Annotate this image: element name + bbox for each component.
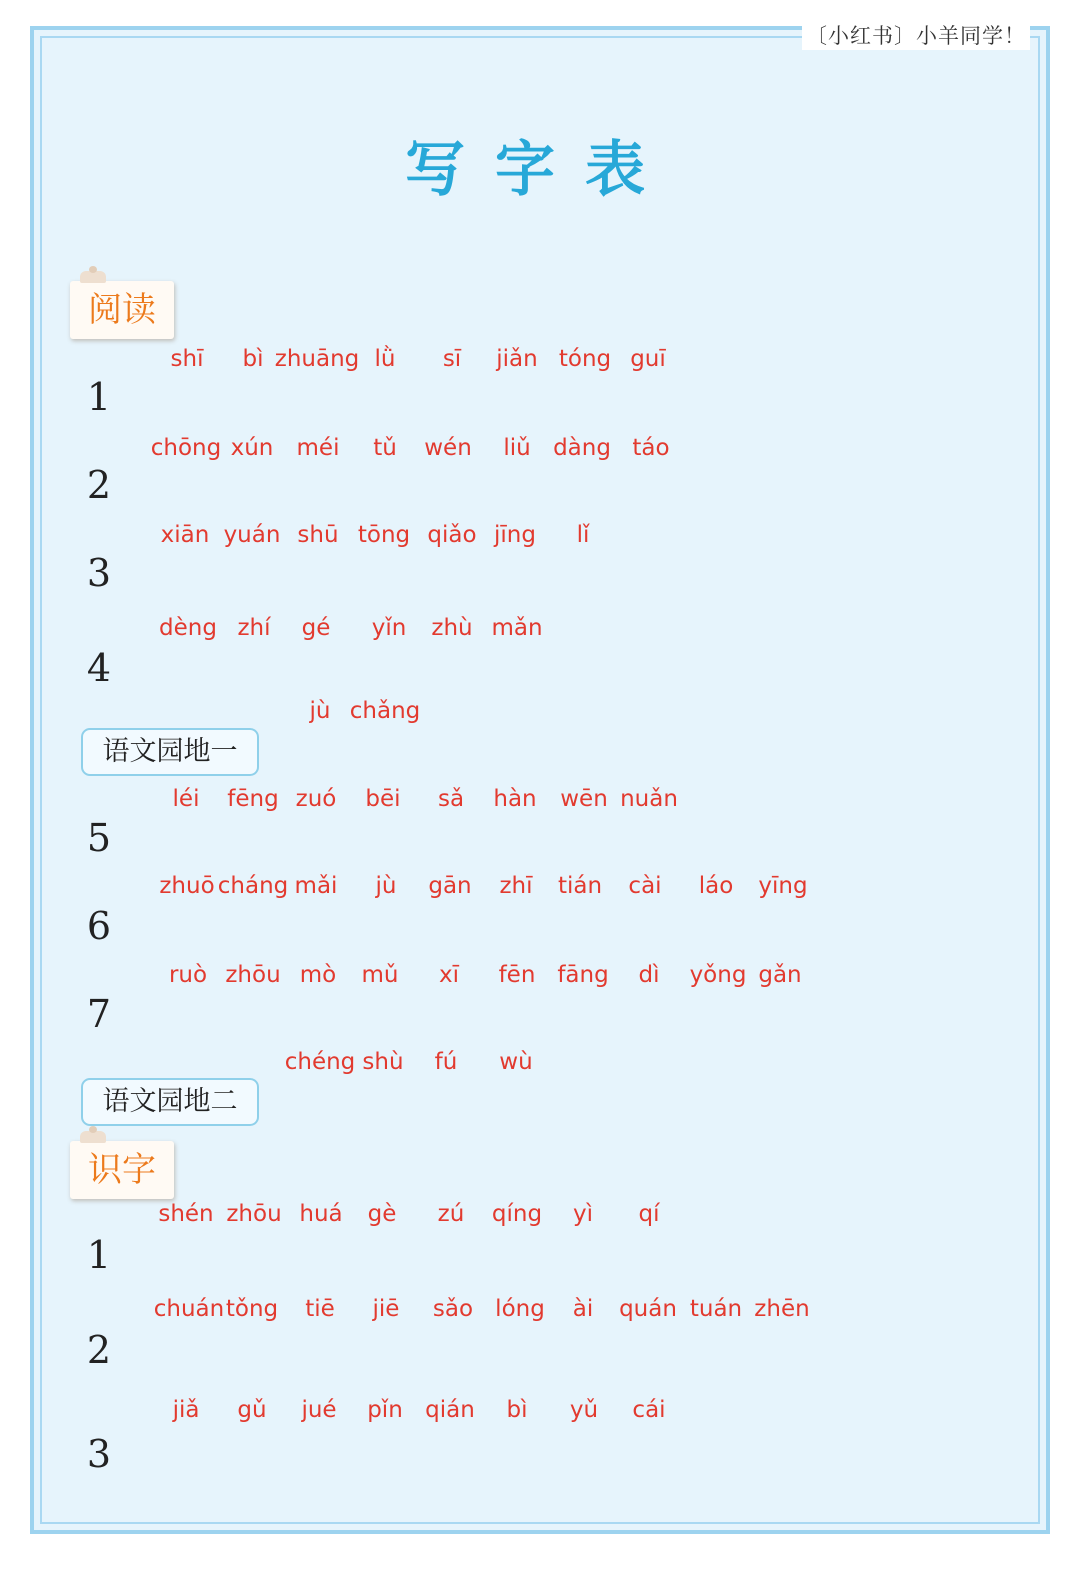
pinyin: jù [375,873,397,899]
pinyin: cháng [217,873,289,899]
lesson-number: 1 [86,375,112,419]
lesson-number: 2 [86,1328,112,1372]
pinyin: jiē [372,1296,400,1322]
watermark: 〔小红书〕小羊同学！ [802,20,1030,50]
pinyin: zhōu [226,1201,282,1227]
pinyin: pǐn [367,1397,403,1423]
pinyin: zhuō [159,873,215,899]
pinyin: chuán [153,1296,225,1322]
pinyin: gān [428,873,472,899]
pinyin: tōng [357,522,411,548]
page-title: 写字表 [405,135,675,205]
pinyin: cái [632,1397,666,1423]
lesson-number: 4 [86,646,112,690]
lesson-number: 7 [86,992,112,1036]
pinyin: wén [424,435,472,461]
pinyin: xī [438,962,460,988]
tag-reading-label: 阅读 [88,290,156,330]
pinyin: shén [158,1201,214,1227]
pinyin: nuǎn [620,786,678,812]
pinyin: qí [638,1201,660,1227]
pinyin: láo [698,873,734,899]
tag-literacy-label: 识字 [88,1150,156,1190]
pinyin: wēn [560,786,608,812]
pinyin: dì [638,962,660,988]
section-garden-two: 语文园地二 [81,1078,259,1126]
pinyin: jīng [494,522,536,548]
pinyin: dèng [159,615,217,641]
pinyin: mǎn [491,615,543,641]
pinyin: qíng [491,1201,543,1227]
tag-reading [70,281,174,339]
pinyin: léi [172,786,200,812]
lesson-number: 5 [86,816,112,860]
pinyin: ài [572,1296,594,1322]
pinyin: fāng [557,962,609,988]
pinyin: gǎn [758,962,802,988]
pinyin: zhēn [754,1296,810,1322]
pinyin: qián [425,1397,475,1423]
pinyin: tiē [305,1296,335,1322]
pinyin: huá [299,1201,343,1227]
lesson-number: 2 [86,463,112,507]
pinyin: tóng [558,346,612,372]
pinyin: lǐ [576,522,590,548]
section-garden-one: 语文园地一 [81,728,259,776]
pinyin: sǎ [437,786,465,812]
pinyin: zhù [431,615,473,641]
pinyin: lǜ [374,346,396,372]
pinyin: sǎo [432,1296,474,1322]
pinyin: zhí [237,615,271,641]
pinyin: hàn [493,786,537,812]
pinyin: jué [301,1397,337,1423]
pinyin: yǔ [569,1397,599,1423]
pinyin: tǒng [225,1296,279,1322]
pinyin: yuán [223,522,281,548]
pinyin: bēi [365,786,401,812]
lesson-number: 1 [86,1233,112,1277]
pinyin: zuó [295,786,337,812]
pinyin: xún [230,435,274,461]
pinyin: méi [296,435,340,461]
pinyin: zhī [499,873,533,899]
pinyin: yǐn [371,615,407,641]
pinyin: táo [632,435,670,461]
pinyin: fēng [227,786,279,812]
lesson-number: 3 [86,551,112,595]
pinyin: sī [442,346,462,372]
pinyin: chōng [150,435,222,461]
pinyin: chǎng [349,698,421,724]
pinyin: fú [434,1049,458,1075]
pinyin: dàng [553,435,611,461]
pinyin: zhōu [225,962,281,988]
pinyin: mò [299,962,337,988]
pinyin: fēn [498,962,536,988]
pinyin: zú [437,1201,465,1227]
pinyin: yì [572,1201,594,1227]
pinyin: ruò [168,962,208,988]
pinyin: gǔ [237,1397,267,1423]
pinyin: gé [301,615,331,641]
pinyin: mǔ [361,962,399,988]
pinyin: shū [297,522,339,548]
lesson-number: 6 [86,904,112,948]
pinyin: xiān [160,522,210,548]
lesson-number: 3 [86,1432,112,1476]
pinyin: liǔ [503,435,531,461]
pin-icon [80,271,106,283]
pinyin: gè [367,1201,397,1227]
pinyin: quán [619,1296,677,1322]
pinyin: tǔ [373,435,397,461]
pinyin: tuán [689,1296,743,1322]
pinyin: tián [557,873,603,899]
pinyin: shī [170,346,204,372]
pinyin: yǒng [689,962,747,988]
pinyin: wù [499,1049,533,1075]
pinyin: jù [309,698,331,724]
pinyin: shù [362,1049,404,1075]
pin-icon [80,1131,106,1143]
pinyin: zhuāng [274,346,360,372]
pinyin: cài [628,873,662,899]
pinyin: mǎi [294,873,338,899]
pinyin: bì [506,1397,528,1423]
pinyin: lóng [495,1296,545,1322]
pinyin: guī [630,346,666,372]
tag-literacy [70,1141,174,1199]
pinyin: qiǎo [427,522,477,548]
pinyin: bì [242,346,264,372]
pinyin: yīng [758,873,808,899]
pinyin: chéng [284,1049,356,1075]
pinyin: jiǎn [496,346,538,372]
pinyin: jiǎ [172,1397,200,1423]
